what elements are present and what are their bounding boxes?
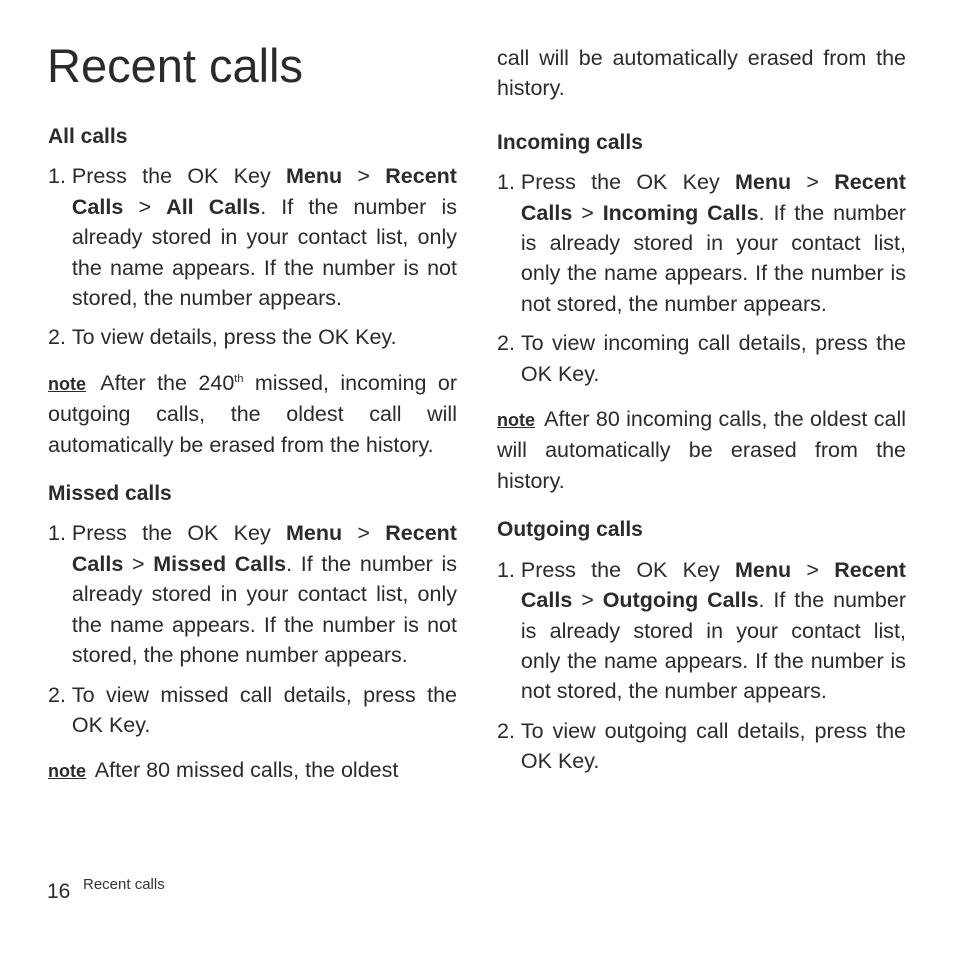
menu-label: Menu [286,521,343,546]
step-prefix: Press the OK Key [520,170,720,195]
menu-label: Menu [735,557,792,582]
note-paragraph [48,368,457,460]
note-paragraph [497,404,906,496]
page-number: 16 [47,880,71,903]
note-text: After the 240 [100,370,235,395]
section-heading-outgoing-calls: Outgoing calls [497,518,643,542]
section-heading-incoming-calls: Incoming calls [497,130,643,154]
note-superscript: th [234,372,244,385]
note-text: After 80 incoming calls, the oldest call will automatically be erased from the history. [497,407,906,493]
recent-calls-label: Recent Calls [71,164,457,219]
incoming-calls-label: Incoming Calls [602,200,759,225]
step-text: To view outgoing call details, press the OK Key. [520,718,906,774]
step-text [72,518,457,670]
step-detail: . If the number is already stored in your contact list, only the name appears. If the number is not stored, the number appears. [71,194,457,311]
right-column [497,43,906,777]
page-title: Recent calls [47,39,303,92]
note-label: note [48,373,86,394]
step-detail: . If the number is already stored in your contact list, only the name appears. If the number is not stored, the phone number appears. [71,551,457,668]
note-label: note [497,410,535,431]
step-prefix: Press the OK Key [71,521,271,546]
missed-calls-step-2 [48,680,457,741]
incoming-calls-step-2 [497,328,906,389]
section-heading-all-calls: All calls [48,125,128,148]
missed-calls-label: Missed Calls [153,551,287,576]
all-calls-step-2 [48,322,457,352]
step-number: 1. [497,557,521,582]
recent-calls-label: Recent Calls [71,521,457,576]
recent-calls-label: Recent Calls [520,170,906,225]
all-calls-label: All Calls [166,194,261,219]
step-text: To view missed call details, press the OK Key. [71,682,457,737]
separator: > [581,588,594,613]
step-number: 2. [497,331,521,356]
incoming-calls-step-1 [497,167,906,319]
step-text [521,167,906,319]
step-number: 2. [497,718,521,743]
recent-calls-label: Recent Calls [520,557,906,613]
outgoing-calls-step-1 [497,555,906,707]
separator: > [131,551,145,576]
separator: > [357,521,370,546]
step-number: 1. [48,164,72,189]
note-label: note [48,761,86,782]
step-prefix: Press the OK Key [71,164,271,189]
menu-label: Menu [735,170,792,195]
outgoing-calls-label: Outgoing Calls [602,588,759,613]
separator: > [806,557,819,582]
step-detail: . If the number is already stored in your contact list, only the name appears. If the number is not stored, the number appears. [520,200,906,316]
step-text [521,555,906,707]
left-column [48,122,457,787]
step-prefix: Press the OK Key [520,557,720,582]
missed-calls-step-1 [48,518,457,670]
step-text [72,161,457,313]
all-calls-step-1 [48,161,457,313]
section-heading-missed-calls: Missed calls [48,482,172,506]
outgoing-calls-step-2 [497,716,906,777]
step-text: To view incoming call details, press the OK Key. [520,331,906,386]
step-number: 1. [48,521,72,546]
separator: > [806,170,819,195]
separator: > [357,164,370,189]
note-text: missed, incoming or outgoing calls, the oldest call will automatically be erased from the history. [48,370,457,457]
step-detail: . If the number is already stored in your contact list, only the name appears. If the number is not stored, the number appears. [520,588,906,704]
step-number: 1. [497,170,521,195]
footer-section-label: Recent calls [83,876,165,893]
note-continued: call will be automatically erased from the history. [497,46,906,101]
step-number: 2. [48,325,72,350]
step-text: To view details, press the OK Key. [71,325,397,350]
separator: > [138,194,152,219]
menu-label: Menu [286,164,343,189]
note-text: After 80 missed calls, the oldest [94,758,399,783]
separator: > [581,200,594,225]
note-paragraph [48,755,457,786]
step-number: 2. [48,682,72,707]
